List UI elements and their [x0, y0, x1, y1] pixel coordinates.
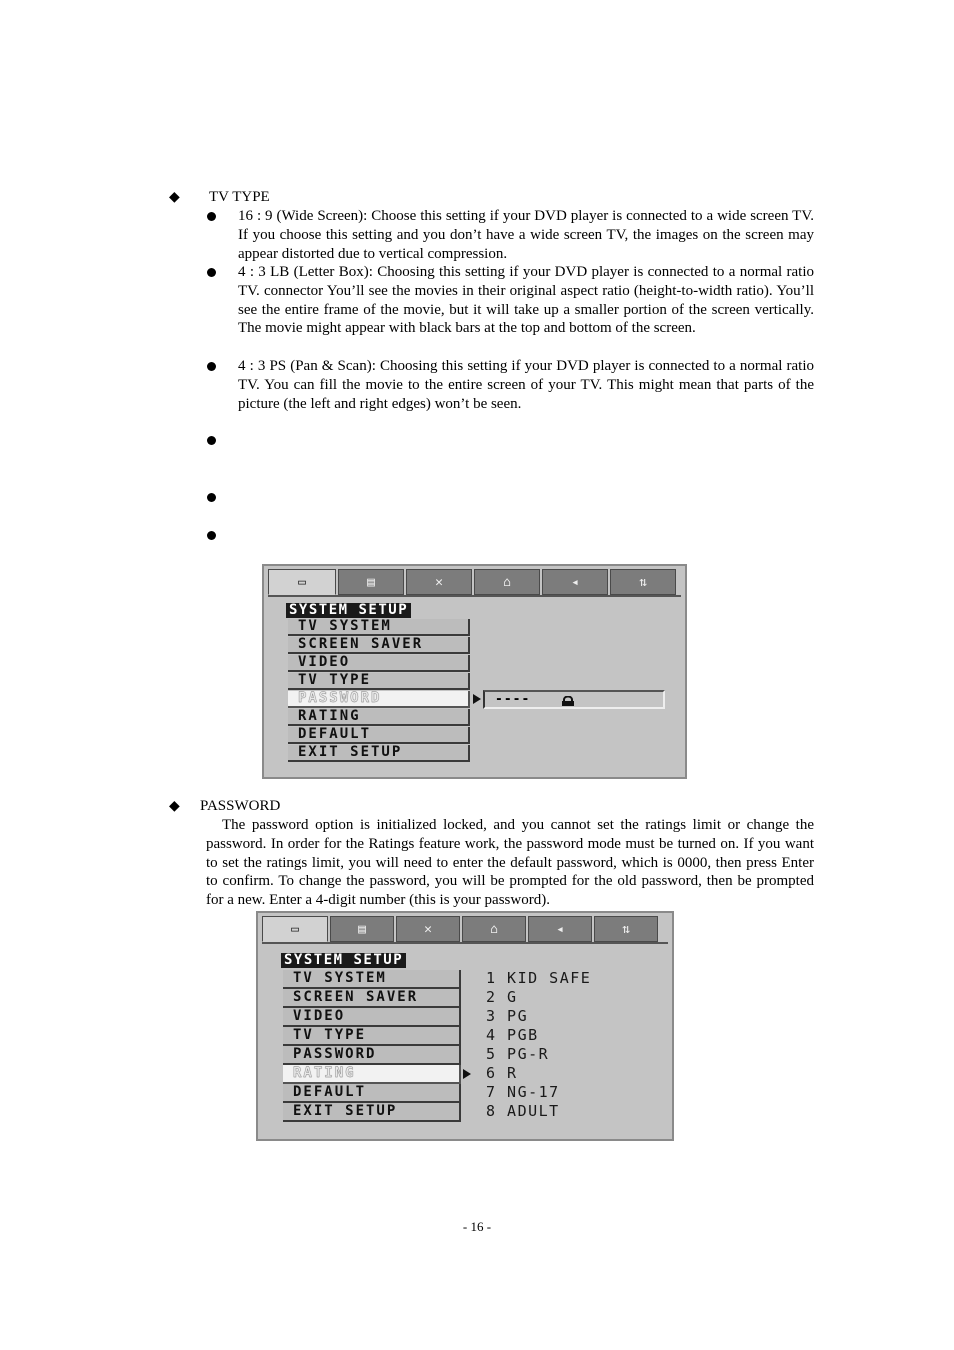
tools-icon: ✕ [406, 569, 472, 595]
menu-item-tv-type[interactable]: TV TYPE [283, 1027, 461, 1046]
menu-item-password[interactable]: PASSWORD [283, 1046, 461, 1065]
video-icon: ⌂ [462, 916, 526, 942]
menu-item-exit-setup[interactable]: EXIT SETUP [288, 745, 470, 762]
menu-item-rating-selected[interactable]: RATING [283, 1065, 461, 1084]
osd-tab-bar [268, 569, 676, 595]
empty-bullet-dot [207, 436, 216, 445]
osd-title: SYSTEM SETUP [286, 603, 411, 618]
osd-password-screenshot [262, 564, 687, 779]
section-heading-tv-type: TV TYPE [209, 189, 270, 205]
selection-arrow-icon [473, 694, 481, 704]
menu-item-tv-type[interactable]: TV TYPE [288, 673, 470, 690]
selection-arrow-icon [463, 1069, 471, 1079]
password-paragraph: The password option is initialized locked, and you cannot set the ratings limit or change the password. In order for the Ratings feature work, the password mode must be turned on. If you want to set the ratings limit, you will need to enter the default password, which is 0000, then press Enter to confirm. To change the password, you will be prompted for the old password, then be prompted for a new. Enter a 4-digit number (this is your password). [206, 817, 814, 909]
rating-option[interactable]: 8 ADULT [486, 1102, 560, 1120]
tab-divider [268, 595, 681, 597]
osd-tab-bar [262, 916, 658, 942]
monitor-icon: ▭ [262, 916, 328, 942]
menu-item-video[interactable]: VIDEO [288, 655, 470, 672]
preference-icon: ⇅ [594, 916, 658, 942]
video-icon: ⌂ [474, 569, 540, 595]
menu-item-exit-setup[interactable]: EXIT SETUP [283, 1103, 461, 1122]
speaker-icon: ◂ [542, 569, 608, 595]
osd-title: SYSTEM SETUP [281, 953, 406, 968]
bullet-dot [207, 212, 216, 221]
section-heading-password: PASSWORD [200, 798, 281, 814]
rating-option[interactable]: 3 PG [486, 1007, 529, 1025]
tv-type-bullet-16-9: 16 : 9 (Wide Screen): Choose this setting if your DVD player is connected to a wide screen TV. If you choose this setting and you don’t have a wide screen TV, the images on the screen may appear distorted due to vertical compression. [238, 208, 814, 262]
rating-option-selected[interactable]: 6 R [486, 1064, 518, 1082]
bullet-dot [207, 268, 216, 277]
monitor-icon: ▭ [268, 569, 336, 595]
menu-item-tv-system[interactable]: TV SYSTEM [288, 619, 470, 636]
menu-item-video[interactable]: VIDEO [283, 1008, 461, 1027]
rating-option[interactable]: 4 PGB [486, 1026, 539, 1044]
rating-option[interactable]: 2 G [486, 988, 518, 1006]
preference-icon: ⇅ [610, 569, 676, 595]
language-icon: ▤ [338, 569, 404, 595]
tv-type-bullet-4-3-lb: 4 : 3 LB (Letter Box): Choosing this setting if your DVD player is connected to a normal ratio TV. connector You’ll see the movies in their original aspect ratio (height-to-width ratio). You’ll see the entire frame of the movie, but it will take up a smaller portion of the screen vertically. The movie might appear with black bars at the top and bottom of the screen. [238, 264, 814, 337]
menu-item-screen-saver[interactable]: SCREEN SAVER [288, 637, 470, 654]
menu-item-password-selected[interactable]: PASSWORD [288, 691, 470, 708]
menu-item-rating[interactable]: RATING [288, 709, 470, 726]
tab-divider [262, 942, 668, 944]
tools-icon: ✕ [396, 916, 460, 942]
tv-type-bullet-4-3-ps: 4 : 3 PS (Pan & Scan): Choosing this setting if your DVD player is connected to a normal ratio TV. You can fill the movie to the entire screen of your TV. This might mean that parts of the picture (the left and right edges) won’t be seen. [238, 358, 814, 412]
page-number: - 16 - [462, 1219, 492, 1234]
osd-rating-screenshot [256, 911, 674, 1141]
menu-item-tv-system[interactable]: TV SYSTEM [283, 970, 461, 989]
password-value: ---- [495, 692, 531, 707]
section-bullet-diamond: ◆ [169, 190, 180, 205]
section-bullet-diamond: ◆ [169, 799, 180, 814]
lock-icon [561, 695, 575, 705]
empty-bullet-dot [207, 531, 216, 540]
speaker-icon: ◂ [528, 916, 592, 942]
menu-item-default[interactable]: DEFAULT [283, 1084, 461, 1103]
rating-option[interactable]: 5 PG-R [486, 1045, 550, 1063]
rating-option[interactable]: 1 KID SAFE [486, 969, 592, 987]
menu-item-screen-saver[interactable]: SCREEN SAVER [283, 989, 461, 1008]
password-field[interactable] [483, 690, 665, 709]
empty-bullet-dot [207, 493, 216, 502]
bullet-dot [207, 362, 216, 371]
menu-item-default[interactable]: DEFAULT [288, 727, 470, 744]
language-icon: ▤ [330, 916, 394, 942]
rating-option[interactable]: 7 NG-17 [486, 1083, 560, 1101]
